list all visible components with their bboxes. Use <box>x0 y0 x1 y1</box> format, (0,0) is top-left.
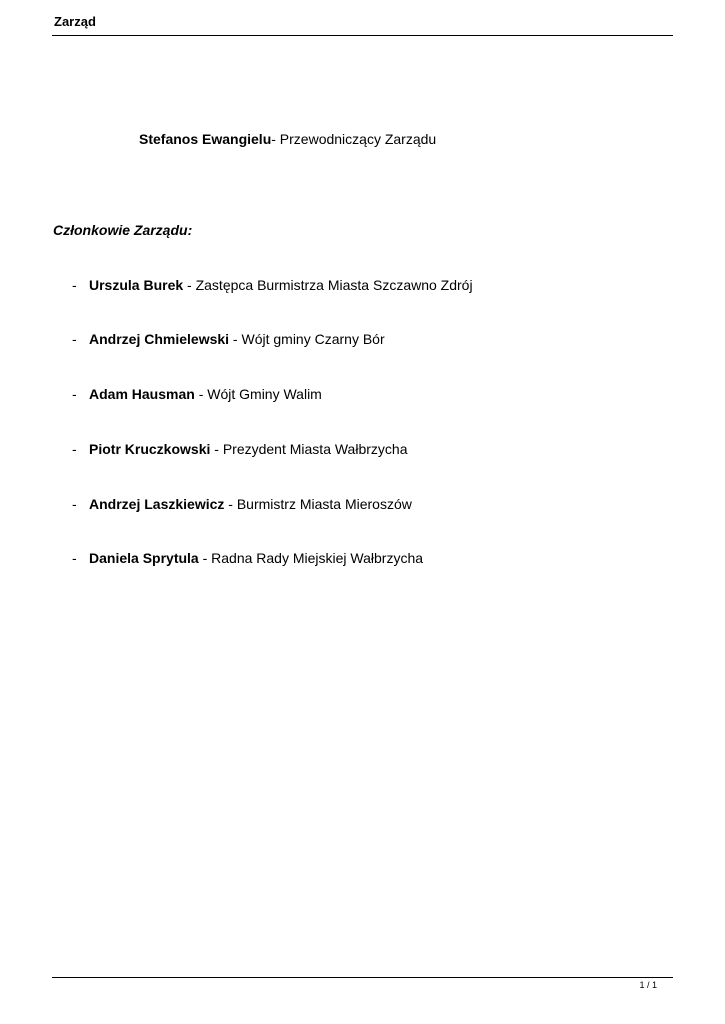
chairman-role: - Przewodniczący Zarządu <box>271 131 437 147</box>
member-name: Andrzej Chmielewski <box>89 331 230 347</box>
list-dash: - <box>72 277 77 293</box>
member-item <box>72 549 423 567</box>
member-name: Urszula Burek <box>89 277 184 293</box>
page-header-title: Zarząd <box>54 14 96 29</box>
member-item <box>72 276 473 294</box>
member-name: Andrzej Laszkiewicz <box>89 496 225 512</box>
member-name: Piotr Kruczkowski <box>89 441 211 457</box>
header-divider <box>52 35 673 36</box>
list-dash: - <box>72 386 77 402</box>
member-item <box>72 495 412 513</box>
list-dash: - <box>72 550 77 566</box>
chairman-name: Stefanos Ewangielu <box>139 131 272 147</box>
member-role: - Wójt Gminy Walim <box>194 386 322 402</box>
list-dash: - <box>72 331 77 347</box>
member-item <box>72 440 407 458</box>
members-heading: Członkowie Zarządu: <box>53 222 193 238</box>
member-name: Daniela Sprytula <box>89 550 199 566</box>
chairman-line <box>139 130 436 148</box>
member-role: - Zastępca Burmistrza Miasta Szczawno Zdrój <box>183 277 473 293</box>
member-item <box>72 385 322 403</box>
member-role: - Radna Rady Miejskiej Wałbrzycha <box>198 550 424 566</box>
member-name: Adam Hausman <box>89 386 195 402</box>
member-item <box>72 330 385 348</box>
list-dash: - <box>72 441 77 457</box>
list-dash: - <box>72 496 77 512</box>
footer-divider <box>52 977 673 978</box>
page-number: 1 / 1 <box>639 980 657 990</box>
member-role: - Wójt gminy Czarny Bór <box>229 331 385 347</box>
member-role: - Prezydent Miasta Wałbrzycha <box>210 441 408 457</box>
member-role: - Burmistrz Miasta Mieroszów <box>224 496 412 512</box>
